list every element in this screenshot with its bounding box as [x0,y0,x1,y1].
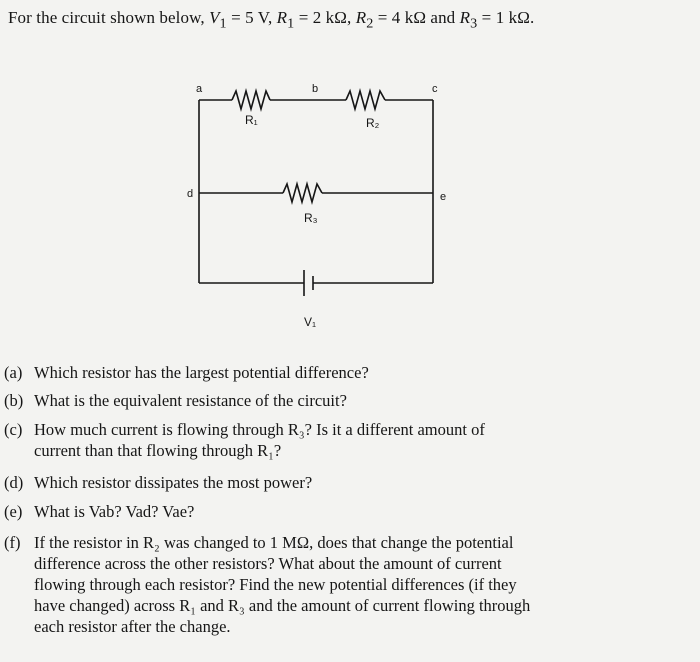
question-text: Which resistor dissipates the most power? [34,473,313,492]
r1-label: R₁ [245,113,258,127]
node-d-label: d [187,188,194,200]
question-text-line2: difference across the other resistors? What about the amount of current [34,554,502,573]
v1-symbol: V [209,8,220,27]
v1-label: V₁ [304,315,317,329]
r2-subscript: 2 [366,15,374,32]
v1-value: = 5 V, [226,8,273,27]
v1-subscript: 1 [219,15,227,32]
resistor-r2 [346,91,385,109]
question-text-line2: current than that flowing through R₁? [34,441,282,460]
resistor-r3 [283,184,322,202]
question-tag: (f) [4,533,21,552]
question-text: What is Vab? Vad? Vae? [34,502,195,521]
intro-prefix: For the circuit shown below, [8,8,205,27]
r1-symbol: R [276,8,288,27]
question-text: Which resistor has the largest potential difference? [34,363,369,382]
question-text-line5: each resistor after the change. [34,617,231,636]
question-tag: (b) [4,391,24,410]
question-text-line3: flowing through each resistor? Find the new potential differences (if they [34,575,517,594]
r3-symbol: R [459,8,471,27]
r2-label: R₂ [366,116,380,130]
question-tag: (a) [4,363,23,382]
question-text: What is the equivalent resistance of the circuit? [34,391,347,410]
r1-value: = 2 kΩ, [294,8,352,27]
resistor-r1 [232,91,270,109]
node-a-label: a [196,83,203,95]
question-text-line4: have changed) across R₁ and R₃ and the amount of current flowing through [34,596,531,615]
question-tag: (e) [4,502,23,521]
question-tag: (d) [4,473,24,492]
node-c-label: c [432,83,438,95]
r3-subscript: 3 [470,15,478,32]
r3-label: R₃ [304,211,318,225]
node-e-label: e [440,191,447,203]
question-tag: (c) [4,420,23,439]
r2-value: = 4 kΩ and [373,8,456,27]
r2-symbol: R [355,8,367,27]
r3-value: = 1 kΩ. [477,8,535,27]
question-text-line1: How much current is flowing through R₃? Is it a different amount of [34,420,485,439]
node-b-label: b [312,83,319,95]
r1-subscript: 1 [287,15,295,32]
question-text-line1: If the resistor in R₂ was changed to 1 MΩ, does that change the potential [34,533,514,552]
